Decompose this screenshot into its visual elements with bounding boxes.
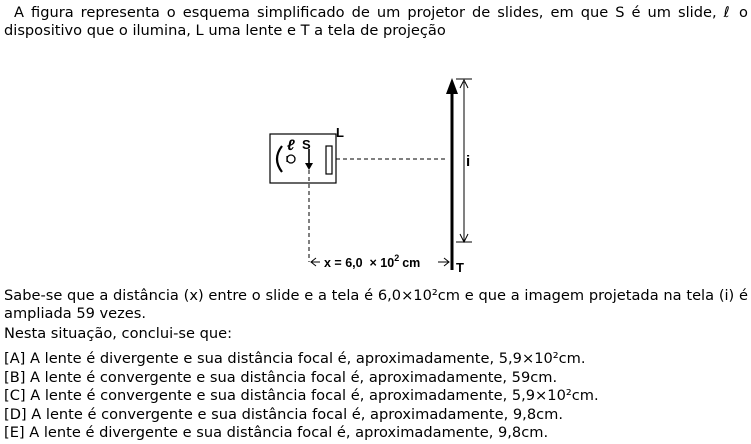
option-text: A lente é divergente e sua distância focal é, aproximadamente, 5,9×10²cm. bbox=[30, 350, 586, 367]
label-image: i bbox=[466, 153, 471, 170]
distance-label bbox=[324, 253, 420, 270]
label-slide: S bbox=[302, 137, 311, 152]
distance-exponent: 2 bbox=[394, 253, 400, 263]
label-light-device: ℓ bbox=[287, 137, 295, 154]
option-letter: [A] bbox=[4, 350, 26, 367]
option-text: A lente é convergente e sua distância focal é, aproximadamente, 59cm. bbox=[30, 369, 558, 386]
distance-prefix: x = 6,0 × 10 bbox=[324, 256, 395, 270]
option-c[interactable] bbox=[4, 387, 599, 405]
option-text: A lente é divergente e sua distância focal é, aproximadamente, 9,8cm. bbox=[29, 424, 549, 441]
option-letter: [B] bbox=[4, 369, 26, 386]
question-intro: A figura representa o esquema simplificado de um projetor de slides, em que S é um slide, ℓ o dispositivo que o ilumina, L uma lente e T a tela de projeção bbox=[4, 4, 748, 39]
option-text: A lente é convergente e sua distância focal é, aproximadamente, 9,8cm. bbox=[31, 406, 563, 423]
option-letter: [E] bbox=[4, 424, 25, 441]
option-letter: [D] bbox=[4, 406, 27, 423]
light-source-icon bbox=[277, 146, 282, 172]
label-lens: L bbox=[336, 125, 344, 140]
lens bbox=[326, 146, 332, 174]
option-b[interactable] bbox=[4, 369, 557, 387]
question-prompt: Nesta situação, conclui-se que: bbox=[4, 325, 233, 342]
option-text: A lente é convergente e sua distância focal é, aproximadamente, 5,9×10²cm. bbox=[30, 387, 599, 404]
option-d[interactable] bbox=[4, 406, 563, 424]
option-letter: [C] bbox=[4, 387, 26, 404]
question-given: Sabe-se que a distância (x) entre o slide e a tela é 6,0×10²cm e que a imagem projetada na tela (i) é ampliada 59 vezes. bbox=[4, 287, 748, 322]
label-screen: T bbox=[456, 260, 464, 275]
option-a[interactable] bbox=[4, 350, 586, 368]
distance-unit: cm bbox=[402, 256, 421, 270]
option-e[interactable] bbox=[4, 424, 548, 442]
